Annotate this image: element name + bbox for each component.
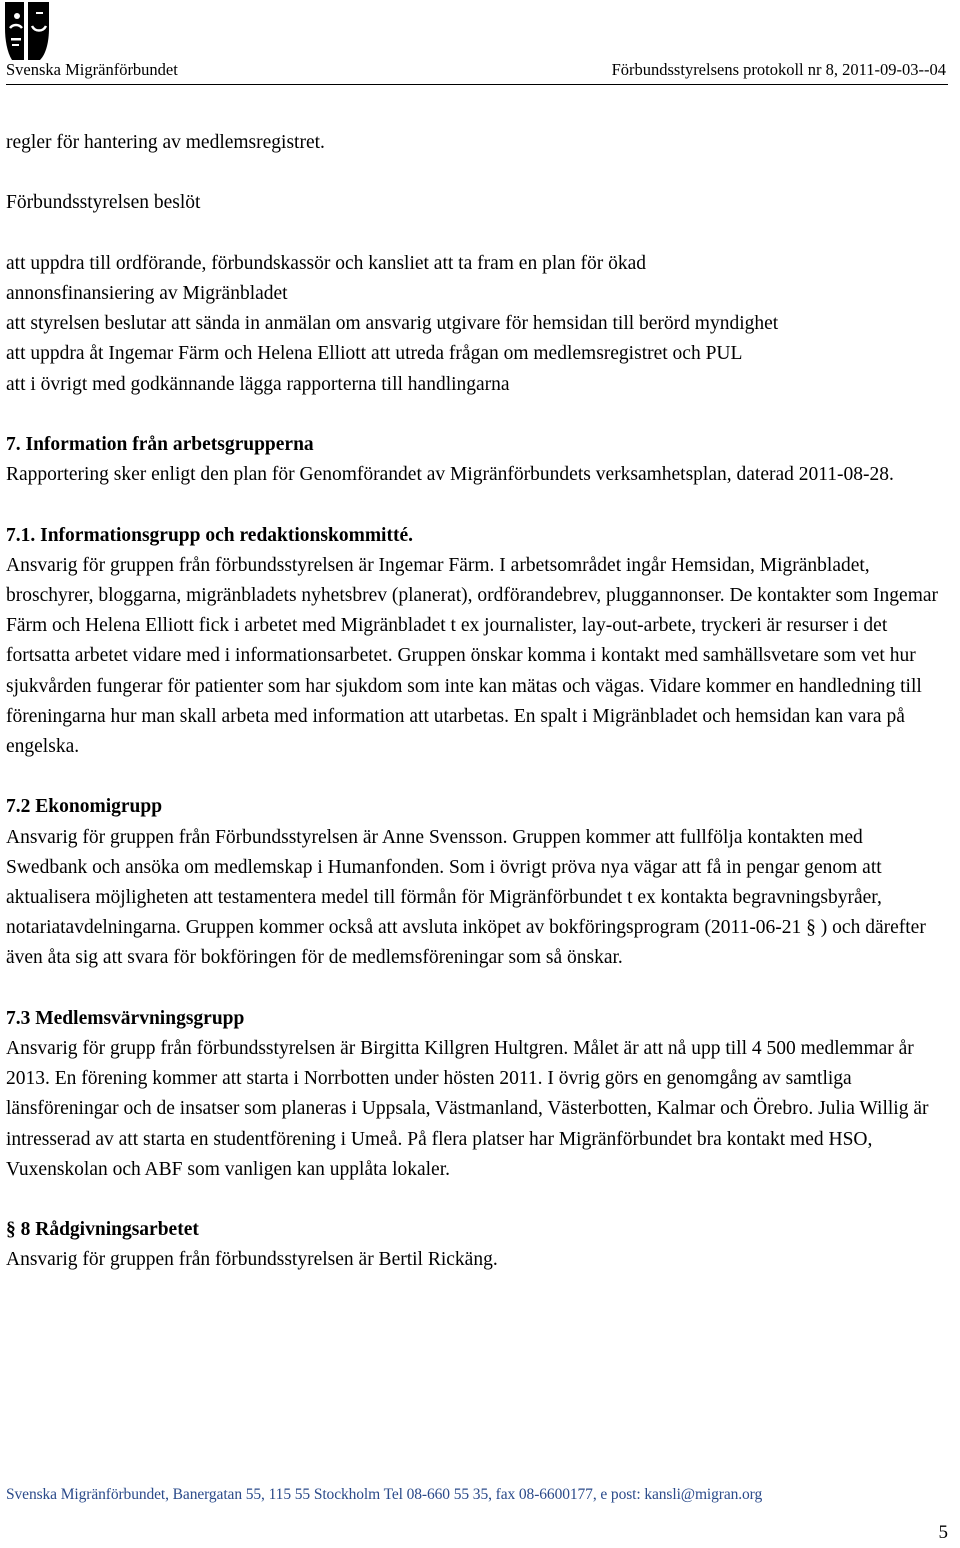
- section-7-1-text: Ansvarig för gruppen från förbundsstyrelsen är Ingemar Färm. I arbetsområdet ingår Hemsidan, Migränbladet, broschyrer, bloggarna, migränbladets nyhetsbrev (planerat), ordförandebrev, pluggannonser. De kontakter som Ingemar Färm och Helena Elliott fick i arbetet med Migränbladet t ex journalister, lay-out-arbete, tryckeri är resurser i det fortsatta arbetet vidare med i informationsarbetet. Gruppen önskar komma i kontakt med samhällsvetare som vet hur sjukvården fungerar för patienter som har sjukdom som inte kan mätas och vägas. Vidare kommer en handledning till föreningarna hur man skall arbeta med information att utarbetas. En spalt i Migränbladet och hemsidan kan vara på engelska.: [6, 554, 939, 757]
- migran-logo-icon: [2, 0, 52, 62]
- section-7-2-text: Ansvarig för gruppen från Förbundsstyrelsen är Anne Svensson. Gruppen kommer att fullfölja kontakten med Swedbank och ansöka om medlemskap i Humanfonden. Som i övrigt pröva nya vägar att få in pengar genom att aktualisera möjligheten att testamentera medel till förmån för Migränförbundet t ex kontakta begravningsbyråer, notariatavdelningarna. Gruppen kommer också att avsluta inköpet av bokföringsprogram (2011-06-21 § ) och därefter även åta sig att svara för bokföringen för de medlemsföreningar som så önskar.: [6, 826, 926, 969]
- document-body: [6, 128, 940, 1276]
- decision-item: att i övrigt med godkännande lägga rapporterna till handlingarna: [6, 373, 510, 395]
- section-7-1-heading: 7.1. Informationsgrupp och redaktionskommitté.: [6, 524, 413, 546]
- header-protocol-title: Förbundsstyrelsens protokoll nr 8, 2011-09-03--04: [611, 60, 946, 79]
- decision-item: att uppdra till ordförande, förbundskassör och kansliet att ta fram en plan för ökad: [6, 252, 647, 274]
- section-7-3-text: Ansvarig för grupp från förbundsstyrelsen är Birgitta Killgren Hultgren. Målet är att nå upp till 4 500 medlemmar år 2013. En förening kommer att starta i Norrbotten under hösten 2011. I övrig görs en genomgång av samtliga länsföreningar och de insatser som planeras i Uppsala, Västmanland, Västerbotten, Kalmar och Örebro. Julia Willig är intresserad av att starta en studentförening i Umeå. På flera platser har Migränförbundet bra kontakt med HSO, Vuxenskolan och ABF som vanligen kan upplåta lokaler.: [6, 1038, 929, 1180]
- decision-item: att uppdra åt Ingemar Färm och Helena Elliott att utreda frågan om medlemsregistret och PUL: [6, 343, 743, 365]
- section-7-text: Rapportering sker enligt den plan för Genomförandet av Migränförbundets verksamhetsplan, daterad 2011-08-28.: [6, 464, 894, 486]
- section-8-text: Ansvarig för gruppen från förbundsstyrelsen är Bertil Rickäng.: [6, 1249, 498, 1271]
- section-8-heading: § 8 Rådgivningsarbetet: [6, 1219, 199, 1241]
- decision-intro: Förbundsstyrelsen beslöt: [6, 192, 201, 214]
- decision-item: att styrelsen beslutar att sända in anmälan om ansvarig utgivare för hemsidan till berörd myndighet: [6, 313, 779, 335]
- section-7-heading: 7. Information från arbetsgrupperna: [6, 433, 314, 455]
- header-divider: [6, 84, 948, 85]
- header-organization: Svenska Migränförbundet: [6, 60, 178, 79]
- section-7-2-heading: 7.2 Ekonomigrupp: [6, 796, 163, 818]
- decision-item: annonsfinansiering av Migränbladet: [6, 282, 288, 304]
- page-number: 5: [938, 1522, 948, 1543]
- footer-address: Svenska Migränförbundet, Banergatan 55, 115 55 Stockholm Tel 08-660 55 35, fax 08-6600177, e post: kansli@migran.org: [6, 1486, 763, 1503]
- section-7-3-heading: 7.3 Medlemsvärvningsgrupp: [6, 1007, 245, 1029]
- paragraph-medlemsregister: regler för hantering av medlemsregistret.: [6, 132, 325, 153]
